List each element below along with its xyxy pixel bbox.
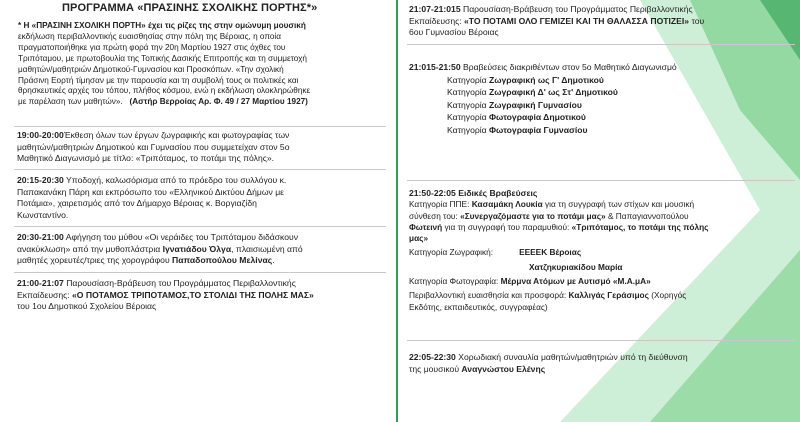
- separator: [14, 126, 386, 127]
- award-category-1: Κατηγορία Ζωγραφική ως Γ' Δημοτικού: [447, 74, 604, 85]
- citation: (Αστήρ Βερροίας Αρ. Φ. 49 / 27 Μαρτίου 1927): [129, 97, 308, 107]
- intro-line: θρησκευτικές αρχές του τόπου, πλήθος κόσμου, ενώ η εκδήλωση ολοκληρώθηκε: [18, 86, 311, 96]
- separator: [407, 180, 795, 181]
- schedule-block-2030: 20:30-21:00 Αφήγηση του μύθου «Οι νεράιδες του Τριπόταμου διδάσκουν ανακύκλωση» από την μυθοπλάστρια Ιγνατιάδου Όλγα, πλαισιωμένη από μαθητές χορευτές/τριες της χορογράφου Παπαδοπούλου Μελίνας.: [17, 232, 303, 265]
- time-label: 21:50-22:05: [409, 188, 456, 198]
- schedule-block-1900: 19:00-20:00Έκθεση όλων των έργων ζωγραφικής και φωτογραφίας των μαθητών/μαθητριών Δημοτικού και Γυμνασίου που συμμετείχαν στον 5ο Μαθητικό Διαγωνισμό με τίτλο: «Τριπόταμος, το ποτάμι της πόλης».: [17, 130, 290, 163]
- page-title: ΠΡΟΓΡΑΜΜΑ «ΠΡΑΣΙΝΗΣ ΣΧΟΛΙΚΗΣ ΠΟΡΤΗΣ*»: [62, 2, 318, 14]
- schedule-block-2205: 22:05-22:30 Χορωδιακή συναυλία μαθητών/μαθητριών υπό τη διεύθυνση της μουσικού Αναγνώστου Ελένης: [409, 352, 688, 374]
- separator: [14, 272, 386, 273]
- intro-line: Πράσινη Εορτή τίμησαν με την παρουσία και τη συμβολή τους οι πολιτικές και: [18, 75, 299, 85]
- separator: [14, 169, 386, 170]
- schedule-block-2115: 21:015-21:50 Βραβεύσεις διακριθέντων στον 5ο Μαθητικό Διαγωνισμό Κατηγορία Ζωγραφική ως Γ' Δημοτικού Κατηγορία Ζωγραφική Δ' ως Στ' Δημοτικού Κατηγορία Ζωγραφική Γυμνασίου Κατηγορία Φωτογραφία Δημοτικού Κατηγορία Φωτογραφία Γυμνασίου: [409, 62, 677, 135]
- time-label: 20:15-20:30: [17, 175, 64, 185]
- separator: [14, 226, 386, 227]
- intro-line: * Η «ΠΡΑΣΙΝΗ ΣΧΟΛΙΚΗ ΠΟΡΤΗ» έχει τις ρίζες της στην ομώνυμη μουσική: [18, 21, 306, 30]
- separator: [407, 44, 795, 45]
- separator: [407, 340, 795, 341]
- intro-line: πραγματοποιήθηκε για πρώτη φορά την 20η Μαρτίου 1927 στις όχθες του: [18, 42, 286, 52]
- intro-text: [18, 21, 310, 108]
- right-column: [403, 0, 800, 422]
- intro-line: με παρέλαση των μαθητών». (Αστήρ Βερροίας Αρ. Φ. 49 / 27 Μαρτίου 1927): [18, 97, 308, 107]
- intro-line: Τριπόταμου, με πρωτοβουλία της Τοπικής Δασικής Επιτροπής και τη συμμετοχή: [18, 53, 307, 63]
- time-label: 20:30-21:00: [17, 232, 64, 242]
- schedule-block-2100: 21:00-21:07 Παρουσίαση-Βράβευση του Προγράμματος Περιβαλλοντικής Εκπαίδευσης: «Ο ΠΟΤΑΜΟΣ ΤΡΙΠΟΤΑΜΟΣ,ΤΟ ΣΤΟΛΙΔΙ ΤΗΣ ΠΟΛΗΣ ΜΑΣ» του 1ου Δημοτικού Σχολείου Βέροιας: [17, 278, 314, 311]
- award-category-4: Κατηγορία Φωτογραφία Δημοτικού: [447, 112, 586, 122]
- award-category-3: Κατηγορία Ζωγραφική Γυμνασίου: [447, 99, 582, 110]
- time-label: 21:015-21:50: [409, 62, 461, 72]
- schedule-block-2150: 21:50-22:05 Ειδικές Βραβεύσεις Κατηγορία ΠΠΕ: Κασαμάκη Λουκία για τη συγγραφή των στίχων και μουσική σύνθεση του: «Συνεργαζόμαστε για το ποτάμι μας» & Παπαγιαννοπούλου Φωτεινή για τη συγγραφή του παραμυθιού: «Τριπόταμος, το ποτάμι της πόλης μας» Κατηγορία Ζωγραφική: ΕΕΕΕΚ Βέροιας Χατζηκυριακίδου Μαρία Κατηγορία Φωτογραφία: Μέρμνα Ατόμων με Αυτισμό «Μ.Α.μΑ» Περιβαλλοντική ευαισθησία και προσφορά: Καλλιγάς Γεράσιμος (Χορηγός Εκδότης, εκπαιδευτικός, συγγραφέας): [409, 188, 709, 312]
- award-category-5: Κατηγορία Φωτογραφία Γυμνασίου: [447, 124, 588, 135]
- time-label: 22:05-22:30: [409, 352, 456, 362]
- intro-line: εκδήλωση περιβαλλοντικής ευαισθησίας στην πόλη της Βέροιας, η οποία: [18, 31, 281, 41]
- award-category-2: Κατηγορία Ζωγραφική Δ' ως Στ' Δημοτικού: [447, 87, 618, 97]
- schedule-block-2015: 20:15-20:30 Υποδοχή, καλωσόρισμα από το πρόεδρο του συλλόγου κ. Παπακανάκη Πάρη και εκπρόσωπο του «Ελληνικού Δικτύου Δήμων με Ποτάμια», χαιρετισμός από τον Δήμαρχο Βέροιας κ. Βοργιαζίδη Κωνσταντίνο.: [17, 175, 287, 220]
- time-label: 19:00-20:00: [17, 130, 64, 140]
- intro-line: μαθητών/μαθητριών Δημοτικού-Γυμνασίου και Προσκόπων. «Την σχολική: [18, 64, 284, 74]
- schedule-block-2107: 21:07-21:015 Παρουσίαση-Βράβευση του Προγράμματος Περιβαλλοντικής Εκπαίδευσης: «ΤΟ ΠΟΤΑΜΙ ΟΛΟ ΓΕΜΙΖΕΙ ΚΑΙ ΤΗ ΘΑΛΑΣΣΑ ΠΟΤΙΖΕΙ» του 6ου Γυμνασίου Βέροιας: [409, 4, 705, 37]
- column-divider: [396, 0, 398, 422]
- time-label: 21:00-21:07: [17, 278, 64, 288]
- time-label: 21:07-21:015: [409, 4, 461, 14]
- left-column: [0, 0, 388, 422]
